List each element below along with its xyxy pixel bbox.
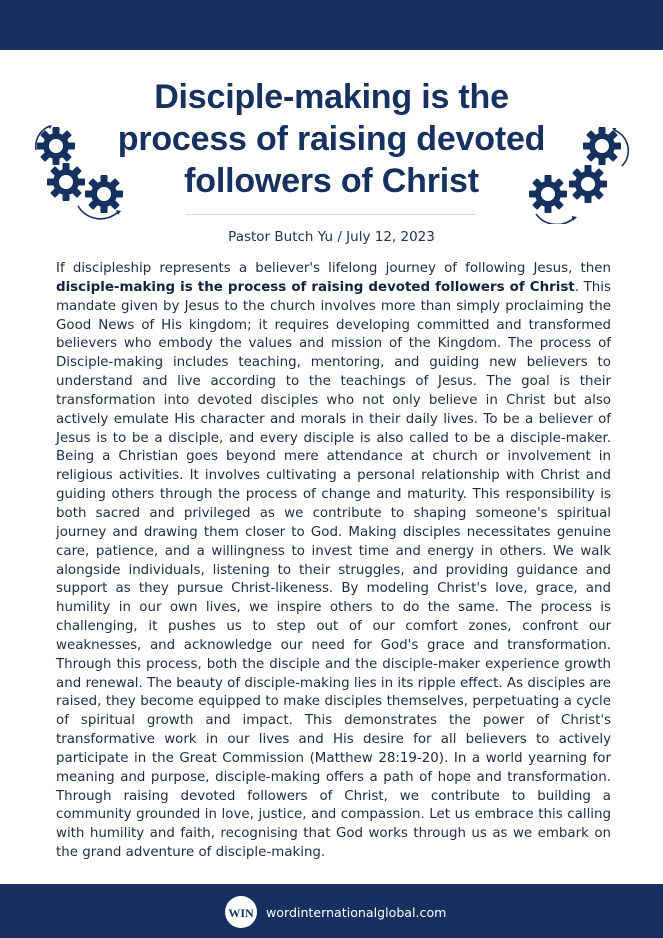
- website-link[interactable]: wordinternationalglobal.com: [266, 904, 447, 920]
- article-body: [56, 260, 611, 863]
- top-banner: [0, 0, 663, 50]
- body-rest: . This mandate given by Jesus to the church involves more than simply proclaiming the Good News of His kingdom; it requires developing committed and transformed believers who embody the values and mission of the Kingdom. The process of Disciple-making includes teaching, mentoring, and guiding new believers to understand and live according to the teachings of Jesus. The goal is their transformation into devoted disciples who not only believe in Christ but also actively emulate His character and morals in their daily lives. To be a believer of Jesus is to be a disciple, and every disciple is also called to be a disciple-maker. Being a Christian goes beyond mere attendance at church or involvement in religious activities. It involves cultivating a personal relationship with Christ and guiding others through the process of change and maturity. This responsibility is both sacred and privileged as we contribute to shaping someone's spiritual journey and drawing them closer to God. Making disciples necessitates genuine care, patience, and a willingness to invest time and energy in others. We walk alongside individuals, listening to their struggles, and providing guidance and support as they pursue Christ-likeness. By modeling Christ's love, grace, and humility in our own lives, we inspire others to do the same. The process is challenging, it pushes us to step out of our comfort zones, confront our weaknesses, and acknowledge our need for God's grace and transformation. Through this process, both the disciple and the disciple-maker experience growth and renewal. The beauty of disciple-making lies in its ripple effect. As disciples are raised, they become equipped to make disciples themselves, perpetuating a cycle of spiritual growth and impact. This demonstrates the power of Christ's transformative work in our lives and His desire for all believers to actively participate in the Great Commission (Matthew 28:19-20). In a world yearning for meaning and purpose, disciple-making offers a path of hope and transformation. Through raising devoted followers of Christ, we contribute to building a community grounded in love, justice, and compassion. Let us embrace this calling with humility and faith, recognising that God works through us as we embark on the grand adventure of disciple-making.: [56, 279, 611, 861]
- gears-icon: [524, 122, 630, 224]
- gears-icon: [28, 120, 132, 224]
- body-emphasis: disciple-making is the process of raising devoted followers of Christ: [56, 279, 575, 295]
- logo-letters: WIN: [228, 906, 254, 920]
- page-title: Disciple-making is the process of raising devoted followers of Christ: [117, 78, 546, 200]
- footer: [224, 895, 446, 929]
- author-date: Pastor Butch Yu / July 12, 2023: [228, 229, 435, 245]
- wordinternational-logo-icon: [224, 895, 258, 929]
- title-divider: [186, 214, 476, 215]
- body-intro: If discipleship represents a believer's lifelong journey of following Jesus, then: [56, 261, 611, 276]
